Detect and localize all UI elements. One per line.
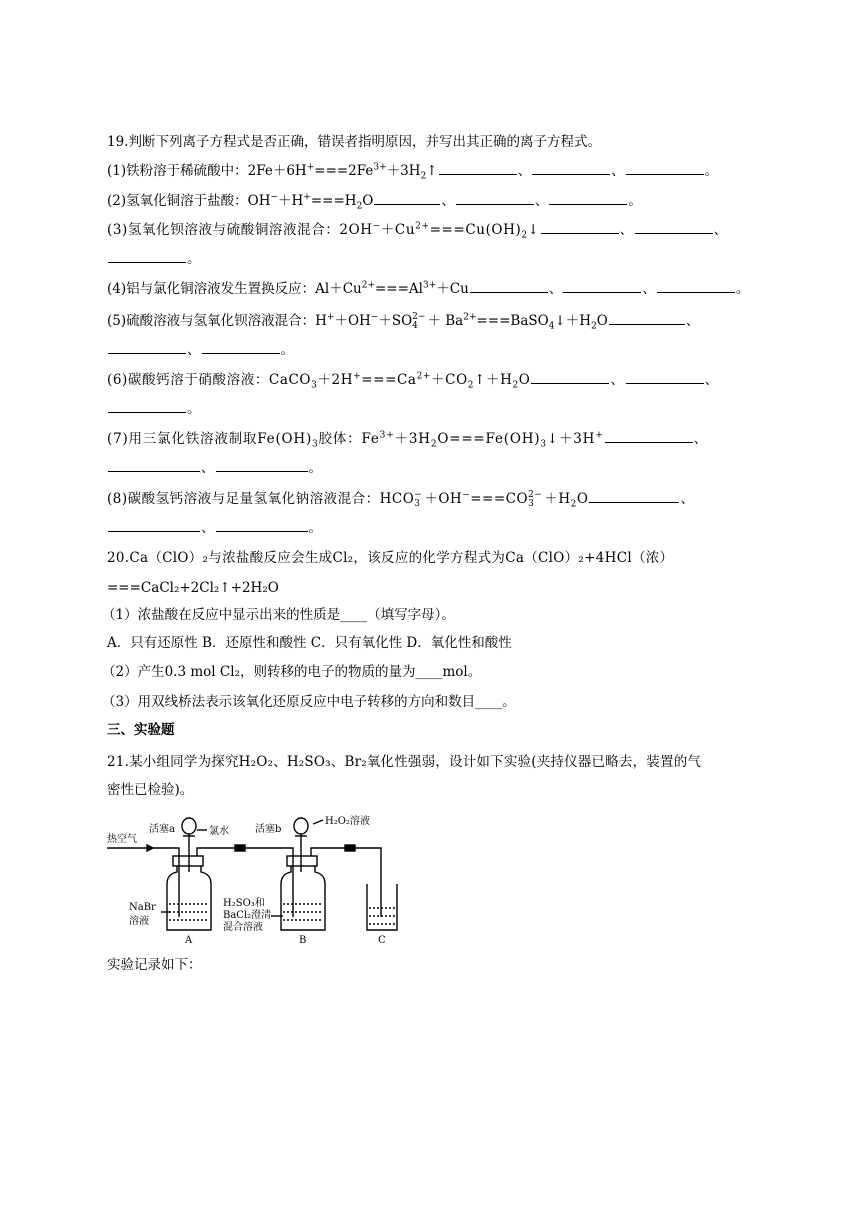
answer-blank[interactable] [531, 369, 609, 384]
label-bottle-b: B [299, 935, 307, 946]
q21-record: 实验记录如下： [107, 957, 202, 973]
label-mix-3: 混合溶液 [223, 922, 263, 933]
tube-b-c [311, 848, 381, 917]
funnel-a [182, 818, 196, 834]
q20-sub3: （3）用双线桥法表示该氧化还原反应中电子转移的方向和数目____。 [102, 694, 516, 710]
label-beaker-c: C [378, 935, 386, 946]
answer-blank[interactable] [439, 160, 517, 175]
answer-blank[interactable] [626, 369, 704, 384]
q20-stem-line2: ===CaCl₂+2Cl₂↑+2H₂O [107, 580, 279, 596]
answer-blank[interactable] [108, 248, 186, 263]
label-h2o2: H₂O₂溶液 [325, 816, 370, 827]
q21-stem-line1: 21.某小组同学为探究H₂O₂、H₂SO₃、Br₂氧化性强弱，设计如下实验(夹持仪器已略去，装置的气 [107, 754, 702, 770]
answer-blank[interactable] [202, 339, 280, 354]
label-mix-1: H₂SO₃和 [223, 898, 265, 909]
q20-options: A．只有还原性 B．还原性和酸性 C．只有氧化性 D．氧化性和酸性 [107, 635, 512, 651]
q19-item-8-cont: 、 。 [107, 517, 322, 538]
label-nabr-2: 溶液 [129, 916, 149, 927]
q19-item-8-text: (8)碳酸氢钙溶液与足量氢氧化钠溶液混合：HCO − 3 ＋OH−===CO 2− 3 $+H_2O$ [107, 489, 589, 510]
leader-h2o2 [313, 820, 323, 824]
label-chlorine-water: 氯水 [209, 826, 229, 837]
q19-stem: 19.判断下列离子方程式是否正确，错误者指明原因，并写出其正确的离子方程式。 [107, 134, 601, 150]
q19-item-7-cont: 、 。 [107, 457, 322, 478]
label-valve-b: 活塞b [255, 824, 282, 835]
q19-item-1: (1)铁粉溶于稀硫酸中：$2Fe+6H^+===2Fe^{3+}+3H_2↑$ 、 、 。 [107, 160, 718, 181]
funnel-b [294, 818, 308, 834]
label-valve-a: 活塞a [149, 824, 175, 835]
q19-item-6: (6)碳酸钙溶于硝酸溶液：$CaCO_3+2H^+===Ca^{2+}+CO_2↑+H_2O$ 、 、 [107, 369, 719, 390]
section-heading: 三、实验题 [107, 722, 175, 738]
q20-stem-line1: 20.Ca（ClO）₂与浓盐酸反应会生成Cl₂，该反应的化学方程式为Ca（ClO）₂+4HCl（浓） [107, 550, 674, 566]
answer-blank[interactable] [589, 488, 679, 503]
answer-blank[interactable] [657, 278, 735, 293]
q19-item-4: (4)铝与氯化铜溶液发生置换反应：$Al+Cu^{2+}===Al^{3+}+Cu$ 、 、 。 [107, 278, 749, 299]
answer-blank[interactable] [563, 278, 641, 293]
label-hot-air: 热空气 [107, 834, 137, 845]
label-mix-2: BaCl₂澄清 [223, 910, 272, 921]
answer-blank[interactable] [374, 190, 440, 205]
bottle-a-stopper [173, 856, 203, 866]
q19-item-8: (8)碳酸氢钙溶液与足量氢氧化钠溶液混合：HCO − 3 ＋OH−===CO 2− 3 $+H_2O$ 、 [107, 489, 695, 510]
answer-blank[interactable] [470, 278, 548, 293]
q19-item-5-text: (5)硫酸溶液与氢氧化钡溶液混合：H+＋OH−＋SO 2− 4 ＋ $Ba^{2+}===BaSO_4↓+H_2O$ [107, 311, 608, 332]
q19-item-2-text: (2)氢氧化铜溶于盐酸：$OH^-+H^+===H_2O$ [107, 192, 374, 212]
label-nabr: NaBr [129, 902, 156, 913]
tube-joint-1 [235, 845, 245, 851]
q20-sub1: （1）浓盐酸在反应中显示出来的性质是____（填写字母）。 [102, 607, 455, 623]
answer-blank[interactable] [549, 190, 627, 205]
answer-blank[interactable] [108, 398, 186, 413]
answer-blank[interactable] [605, 428, 693, 443]
answer-blank[interactable] [532, 160, 610, 175]
answer-blank[interactable] [108, 517, 200, 532]
answer-blank[interactable] [108, 339, 186, 354]
q20-sub2: （2）产生0.3 mol Cl₂，则转移的电子的物质的量为____mol。 [102, 664, 482, 680]
inlet-arrowhead [147, 845, 153, 851]
label-bottle-a: A [185, 935, 193, 946]
q19-item-3-text: (3)氢氧化钡溶液与硫酸铜溶液混合：$2OH^-+Cu^{2+}===Cu(OH)_2↓$ [107, 221, 540, 241]
answer-blank[interactable] [456, 190, 534, 205]
answer-blank[interactable] [216, 517, 308, 532]
apparatus-figure [105, 812, 415, 947]
answer-blank[interactable] [216, 457, 308, 472]
q19-item-3: (3)氢氧化钡溶液与硫酸铜溶液混合：$2OH^-+Cu^{2+}===Cu(OH)_2↓$ 、 、 [107, 219, 728, 240]
bottle-b-stopper [287, 856, 317, 866]
answer-blank[interactable] [108, 457, 200, 472]
beaker-c [367, 884, 397, 930]
q19-item-5: (5)硫酸溶液与氢氧化钡溶液混合：H+＋OH−＋SO 2− 4 ＋ $Ba^{2+}===BaSO_4↓+H_2O$ 、 [107, 311, 700, 332]
q21-stem-line2: 密性已检验)。 [107, 782, 194, 798]
apparatus-diagram [105, 812, 415, 947]
q19-item-6-text: (6)碳酸钙溶于硝酸溶液：$CaCO_3+2H^+===Ca^{2+}+CO_2↑+H_2O$ [107, 371, 531, 391]
inlet-tube [153, 848, 179, 917]
answer-blank[interactable] [609, 310, 685, 325]
answer-blank[interactable] [635, 219, 713, 234]
q19-item-4-text: (4)铝与氯化铜溶液发生置换反应：$Al+Cu^{2+}===Al^{3+}+Cu$ [107, 280, 469, 297]
answer-blank[interactable] [626, 160, 704, 175]
q19-item-1-text: (1)铁粉溶于稀硫酸中：$2Fe+6H^+===2Fe^{3+}+3H_2↑$ [107, 162, 438, 182]
tube-joint-2 [345, 845, 355, 851]
q19-item-5-cont: 、 。 [107, 339, 294, 360]
q19-item-2: (2)氢氧化铜溶于盐酸：$OH^-+H^+===H_2O$ 、 、 。 [107, 190, 642, 211]
q19-item-6-cont: 。 [107, 398, 201, 419]
answer-blank[interactable] [541, 219, 619, 234]
q19-item-7-text: (7)用三氯化铁溶液制取$Fe(OH)_3$胶体：$Fe^{3+}+3H_2O===Fe(OH)_3↓+3H^+$ [107, 430, 604, 450]
q19-item-7: (7)用三氯化铁溶液制取$Fe(OH)_3$胶体：$Fe^{3+}+3H_2O===Fe(OH)_3↓+3H^+$ 、 [107, 428, 708, 449]
q19-item-3-cont: 。 [107, 248, 201, 269]
